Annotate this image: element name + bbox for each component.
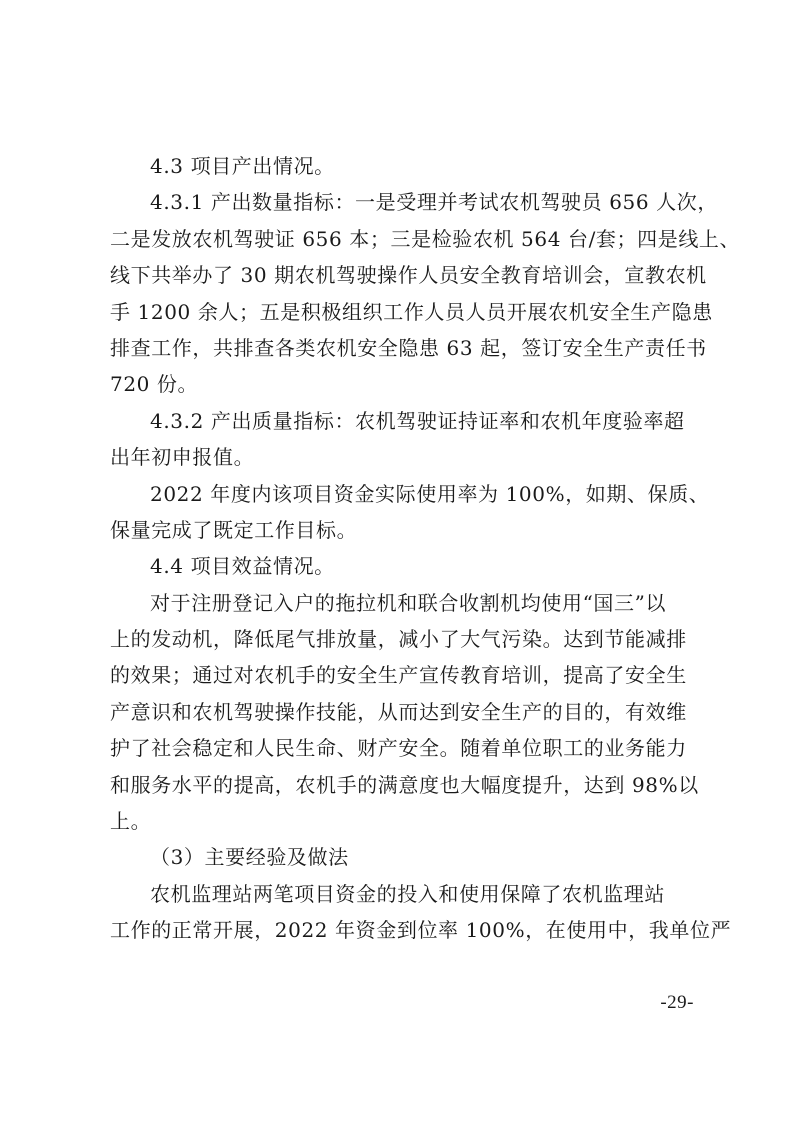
paragraph-line: 上。 — [110, 809, 152, 834]
paragraph-line: 工作的正常开展，2022 年资金到位率 100%，在使用中，我单位严 — [110, 918, 732, 943]
section-heading-4-3: 4.3 项目产出情况。 — [150, 154, 335, 178]
document-body — [110, 148, 741, 949]
paragraph-line: 2022 年度内该项目资金实际使用率为 100%，如期、保质、 — [150, 481, 710, 506]
paragraph-line: 保量完成了既定工作目标。 — [110, 517, 358, 542]
paragraph-line: 对于注册登记入户的拖拉机和联合收割机均使用“国三”以 — [150, 590, 667, 615]
page-number: -29- — [660, 992, 694, 1013]
paragraph-line: 护了社会稳定和人民生命、财产安全。随着单位职工的业务能力 — [110, 736, 687, 761]
paragraph-line: 出年初申报值。 — [110, 445, 255, 470]
paragraph-line: 排查工作，共排查各类农机安全隐患 63 起，签订安全生产责任书 — [110, 335, 707, 360]
paragraph-line: 二是发放农机驾驶证 656 本；三是检验农机 564 台/套；四是线上、 — [110, 226, 741, 251]
paragraph-line: 和服务水平的提高，农机手的满意度也大幅度提升，达到 98%以 — [110, 772, 699, 797]
paragraph-line: 的效果；通过对农机手的安全生产宣传教育培训，提高了安全生 — [110, 663, 687, 688]
section-heading-experience: （3）主要经验及做法 — [150, 845, 349, 870]
section-heading-4-4: 4.4 项目效益情况。 — [150, 554, 335, 579]
paragraph-line: 4.3.1 产出数量指标：一是受理并考试农机驾驶员 656 人次， — [150, 190, 718, 215]
paragraph-line: 上的发动机，降低尾气排放量，减小了大气污染。达到节能减排 — [110, 627, 687, 652]
paragraph-line: 手 1200 余人；五是积极组织工作人员人员开展农机安全生产隐患 — [110, 299, 713, 324]
paragraph-line: 720 份。 — [110, 372, 199, 397]
paragraph-line: 产意识和农机驾驶操作技能，从而达到安全生产的目的，有效维 — [110, 699, 687, 724]
paragraph-line: 农机监理站两笔项目资金的投入和使用保障了农机监理站 — [150, 881, 665, 906]
paragraph-line: 线下共举办了 30 期农机驾驶操作人员安全教育培训会，宣教农机 — [110, 263, 707, 288]
paragraph-line: 4.3.2 产出质量指标：农机驾驶证持证率和农机年度验率超 — [150, 408, 685, 433]
